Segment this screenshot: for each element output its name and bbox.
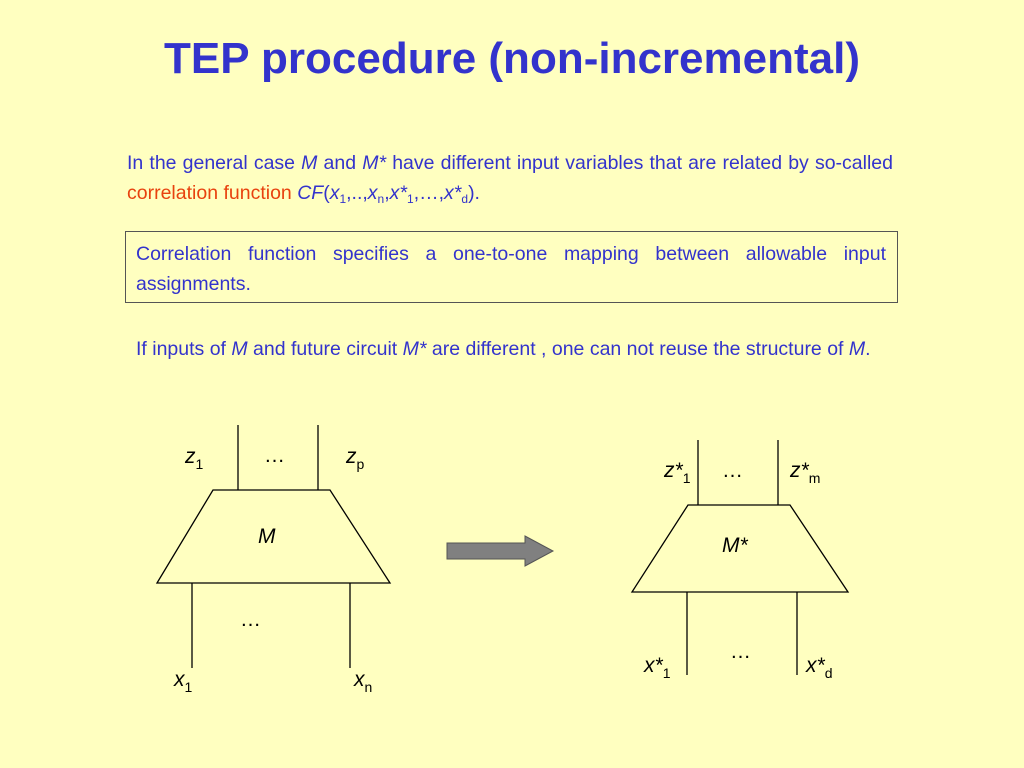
reuse-circuit-m-2: M — [848, 338, 866, 360]
intro-text-5: ( — [323, 182, 330, 204]
x-star-symbol: x* — [389, 182, 407, 204]
correlation-function-highlight: correlation function — [127, 182, 292, 204]
circuit-m: M — [301, 152, 318, 174]
intro-text-1: In the general case — [127, 152, 302, 174]
definition-text: Correlation function specifies a one-to-one mapping between allowable input assignments. — [136, 243, 886, 295]
input-label-xd-star — [805, 654, 832, 681]
x1-star-sub: 1 — [662, 665, 671, 681]
x-symbol-2: x — [367, 182, 378, 204]
z1-star-symbol: z* — [664, 459, 683, 482]
z1-star-sub: 1 — [682, 470, 691, 486]
intro-text-7: , — [384, 182, 390, 204]
xn-sub: n — [364, 679, 373, 695]
reuse-text-3: are different , one can not reuse the structure of — [426, 338, 849, 360]
x-star-sub-1: 1 — [407, 192, 414, 206]
output-dots-left: … — [264, 444, 285, 467]
output-label-z1-star — [663, 459, 691, 486]
output-label-zm-star — [789, 459, 820, 486]
circuit-m-star: M* — [362, 152, 387, 174]
output-label-z1 — [184, 445, 204, 472]
reuse-text-1: If inputs of — [136, 338, 232, 360]
input-label-x1 — [173, 668, 193, 695]
xn-symbol: x — [354, 668, 365, 691]
x1-symbol: x — [174, 668, 185, 691]
x-star-symbol-2: x* — [444, 182, 462, 204]
intro-text-2: and — [317, 152, 363, 174]
zp-sub: p — [356, 456, 365, 472]
intro-text-6: ,.., — [346, 182, 368, 204]
x-sub-n: n — [377, 192, 385, 206]
reuse-text-2: and future circuit — [247, 338, 403, 360]
block-m-label: M — [258, 525, 276, 548]
intro-text-8: ,…, — [413, 182, 445, 204]
x-sub-1: 1 — [339, 192, 347, 206]
block-m-star-label: M* — [722, 534, 748, 557]
output-dots-right: … — [722, 459, 743, 482]
slide-title: TEP procedure (non-incremental) — [164, 34, 860, 83]
x1-sub: 1 — [184, 679, 193, 695]
input-dots-right: … — [730, 640, 751, 663]
z1-sub: 1 — [195, 456, 204, 472]
zp-symbol: z — [346, 445, 357, 468]
zm-star-sub: m — [808, 470, 821, 486]
transform-arrow-icon — [447, 536, 553, 566]
reuse-circuit-m: M — [231, 338, 248, 360]
x-symbol: x — [329, 182, 340, 204]
reuse-text-4: . — [865, 338, 871, 360]
x1-star-symbol: x* — [644, 654, 663, 677]
input-label-x1-star — [643, 654, 671, 681]
x-star-sub-d: d — [461, 192, 469, 206]
cf-symbol: CF — [297, 182, 324, 204]
xd-star-symbol: x* — [806, 654, 825, 677]
xd-star-sub: d — [824, 665, 833, 681]
z1-symbol: z — [185, 445, 196, 468]
reuse-circuit-m-star: M* — [402, 338, 427, 360]
intro-text-3: have different input variables that are related by so-called — [386, 152, 893, 174]
output-label-zp — [345, 445, 365, 472]
zm-star-symbol: z* — [790, 459, 809, 482]
input-dots-left: … — [240, 608, 261, 631]
input-label-xn — [353, 668, 372, 695]
intro-text-9: ). — [468, 182, 480, 204]
